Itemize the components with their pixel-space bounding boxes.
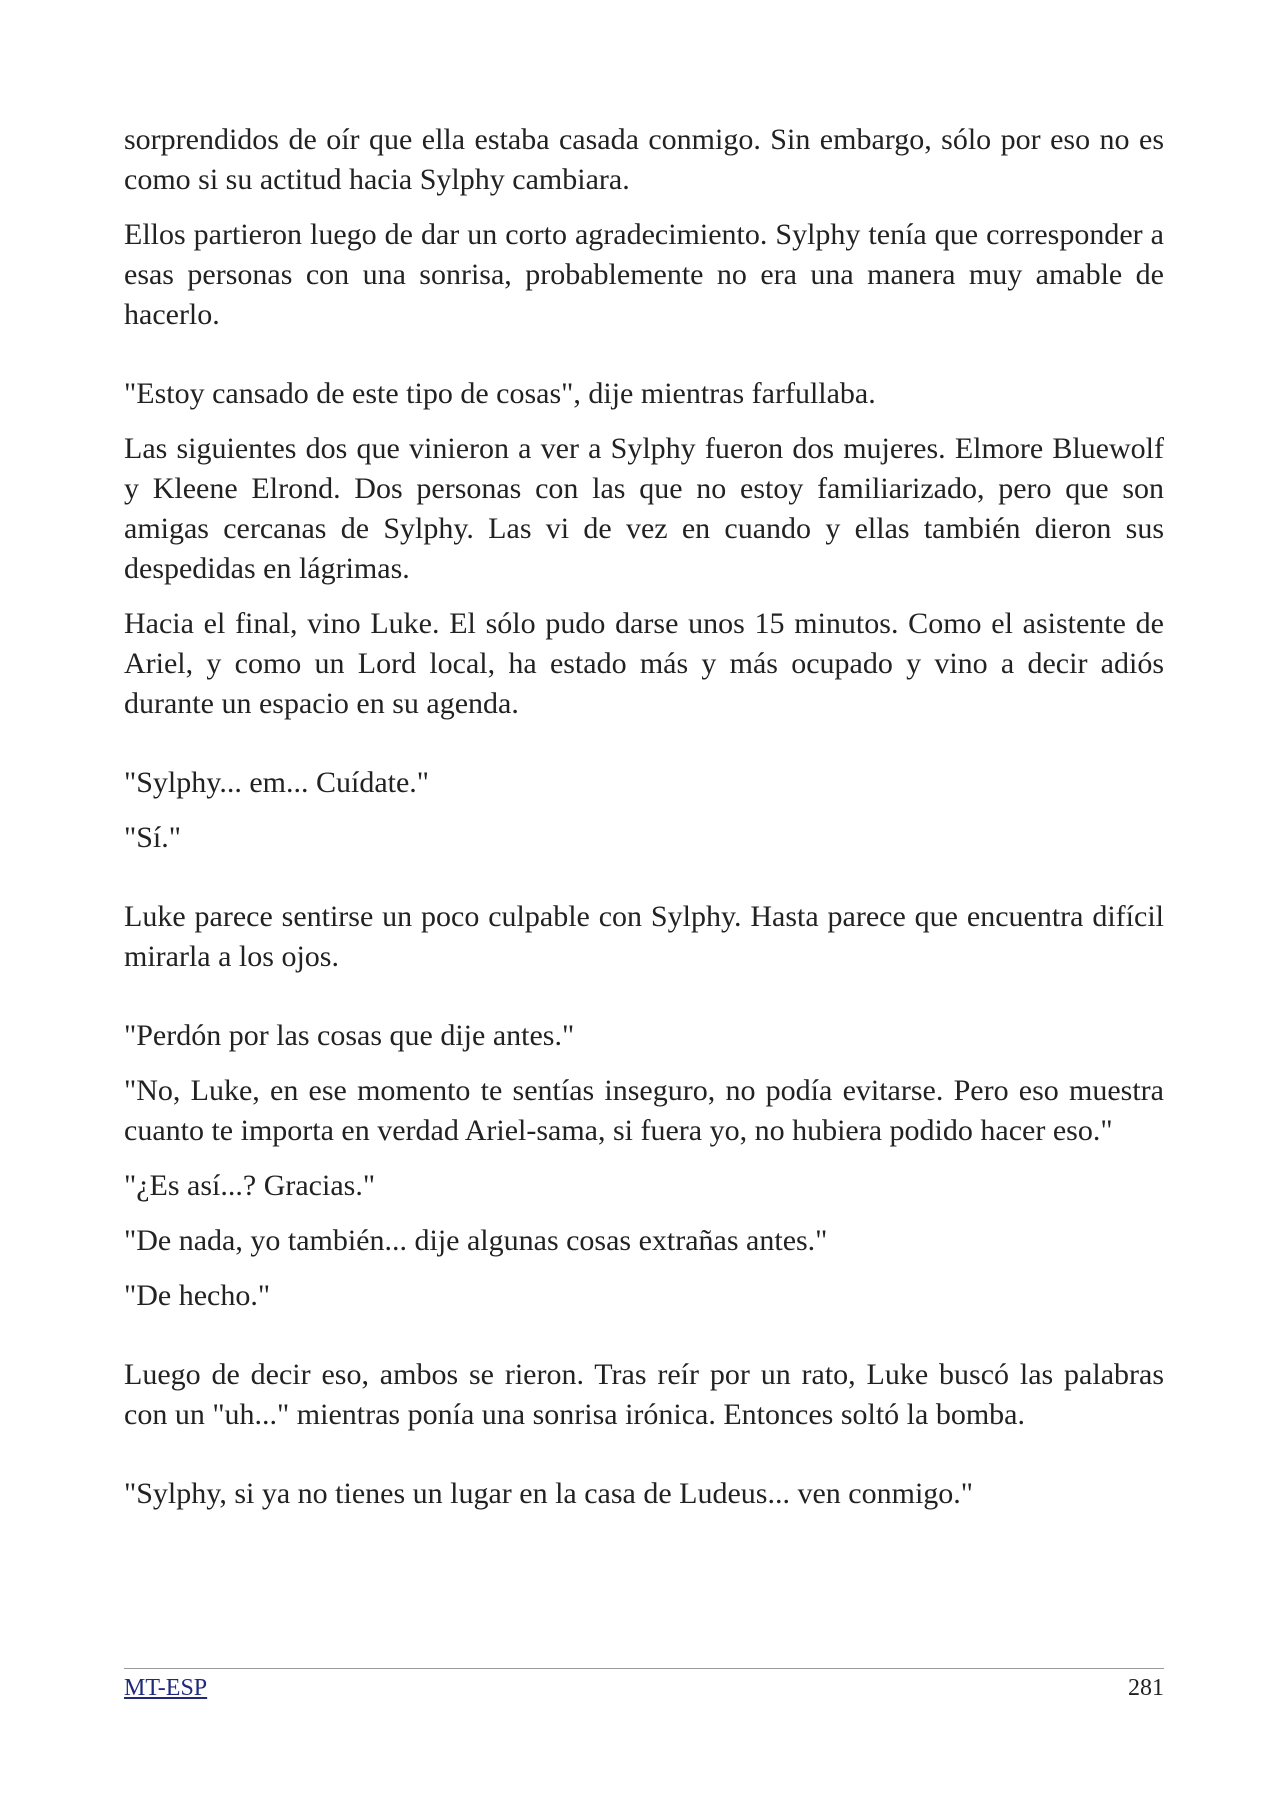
paragraph-2: Ellos partieron luego de dar un corto agradecimiento. Sylphy tenía que corresponder a esas personas con una sonrisa, probablemente no era una manera muy amable de hacerlo.	[124, 218, 1164, 331]
paragraph-8: Luke parece sentirse un poco culpable con Sylphy. Hasta parece que encuentra difícil mirarla a los ojos.	[124, 900, 1164, 973]
footer-link[interactable]: MT-ESP	[124, 1675, 208, 1701]
paragraph-14: Luego de decir eso, ambos se rieron. Tras reír por un rato, Luke buscó las palabras con un "uh..." mientras ponía una sonrisa irónica. Entonces soltó la bomba.	[124, 1358, 1164, 1431]
paragraph-5: Hacia el final, vino Luke. El sólo pudo darse unos 15 minutos. Como el asistente de Ariel, y como un Lord local, ha estado más y más ocupado y vino a decir adiós durante un espacio en su agenda.	[124, 607, 1164, 720]
paragraph-6: "Sylphy... em... Cuídate."	[124, 766, 430, 799]
page-footer	[124, 1668, 1164, 1703]
paragraph-12: "De nada, yo también... dije algunas cosas extrañas antes."	[124, 1224, 828, 1257]
page-number: 281	[1128, 1675, 1164, 1701]
paragraph-3: "Estoy cansado de este tipo de cosas", dije mientras farfullaba.	[124, 377, 876, 410]
paragraph-7: "Sí."	[124, 821, 182, 854]
paragraph-11: "¿Es así...? Gracias."	[124, 1169, 376, 1202]
paragraph-9: "Perdón por las cosas que dije antes."	[124, 1019, 575, 1052]
paragraph-13: "De hecho."	[124, 1279, 271, 1312]
paragraph-10: "No, Luke, en ese momento te sentías inseguro, no podía evitarse. Pero eso muestra cuanto te importa en verdad Ariel-sama, si fuera yo, no hubiera podido hacer eso."	[124, 1074, 1164, 1147]
paragraph-15: "Sylphy, si ya no tienes un lugar en la casa de Ludeus... ven conmigo."	[124, 1477, 974, 1510]
paragraph-4: Las siguientes dos que vinieron a ver a Sylphy fueron dos mujeres. Elmore Bluewolf y Kleene Elrond. Dos personas con las que no estoy familiarizado, pero que son amigas cercanas de Sylphy. Las vi de vez en cuando y ellas también dieron sus despedidas en lágrimas.	[124, 432, 1164, 585]
paragraph-1: sorprendidos de oír que ella estaba casada conmigo. Sin embargo, sólo por eso no es como si su actitud hacia Sylphy cambiara.	[124, 123, 1164, 196]
document-body	[124, 120, 1164, 1529]
